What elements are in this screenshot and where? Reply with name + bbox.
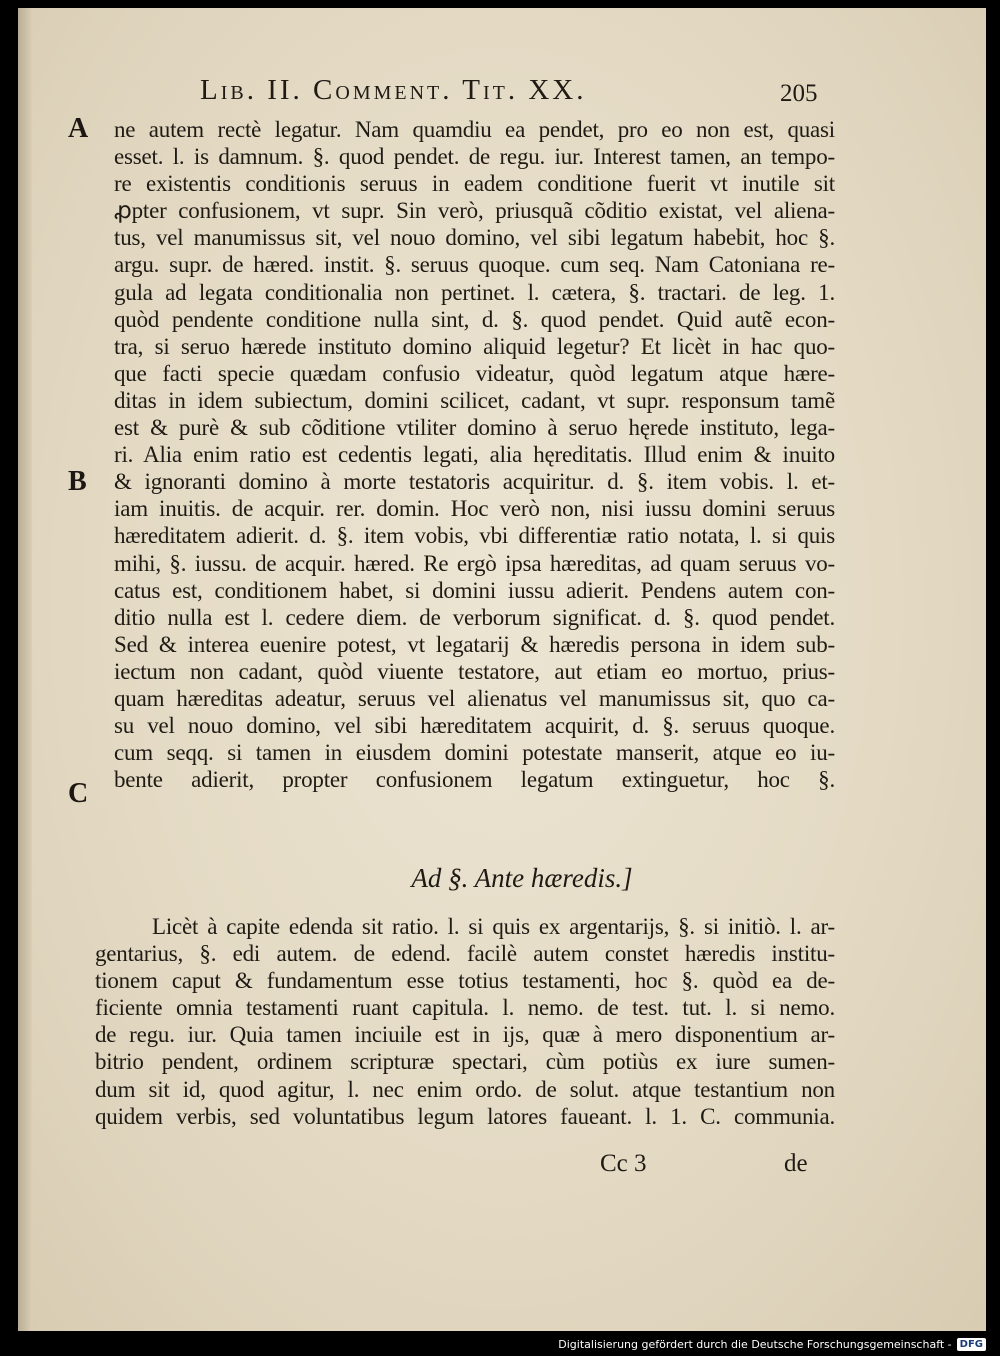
- text-line: est & purè & sub cõditione vtiliter domino à seruo hęrede instituto, lega-: [114, 415, 835, 441]
- text-line: & ignoranti domino à morte testatoris acquiritur. d. §. item vobis. l. et-: [114, 469, 835, 495]
- section-heading: Ad §. Ante hæredis.]: [411, 863, 633, 893]
- marginal-letter-b: B: [68, 466, 87, 497]
- section-text: [95, 913, 835, 1130]
- running-head: Lib. II. Comment. Tit. XX.: [200, 74, 587, 106]
- text-line: Sed & interea euenire potest, vt legatarij & hæredis persona in idem sub-: [114, 631, 835, 657]
- text-line: iectum non cadant, quòd viuente testatore, aut etiam eo mortuo, prius-: [114, 658, 835, 684]
- text-line: esset. l. is damnum. §. quod pendet. de regu. iur. Interest tamen, an tempo-: [114, 144, 835, 170]
- credit-text: Digitalisierung gefördert durch die Deutsche Forschungsgemeinschaft -: [558, 1338, 952, 1351]
- book-page: [18, 8, 986, 1331]
- text-line: ri. Alia enim ratio est cedentis legati, alia hęreditatis. Illud enim & inuito: [114, 442, 835, 468]
- text-line: tus, vel manumissus sit, vel nouo domino, vel sibi legatum habebit, hoc §.: [114, 225, 835, 251]
- text-line: gula ad legata conditionalia non pertinet. l. cætera, §. tractari. de leg. 1.: [114, 279, 835, 305]
- text-line: ne autem rectè legatur. Nam quamdiu ea pendet, pro eo non est, quasi: [114, 117, 835, 142]
- text-line: dum sit id, quod agitur, l. nec enim ordo. de solut. atque testantium non: [95, 1076, 835, 1102]
- page-header: [18, 74, 986, 114]
- text-line: cum seqq. si tamen in eiusdem domini potestate manserit, atque eo iu-: [114, 740, 835, 766]
- text-line: argu. supr. de hæred. instit. §. seruus quoque. cum seq. Nam Catoniana re-: [114, 252, 835, 278]
- marginal-letter-c: C: [68, 778, 89, 809]
- text-line: iam inuitis. de acquir. rer. domin. Hoc verò non, nisi iussu domini seruus: [114, 496, 835, 522]
- text-line: quidem verbis, sed voluntatibus legum latores faueant. l. 1. C. communia.: [95, 1103, 835, 1129]
- text-line: quam hæreditas adeatur, seruus vel alienatus vel manumissus sit, quo ca-: [114, 685, 835, 711]
- text-line: que facti specie quædam confusio videatur, quòd legatum atque hære-: [114, 360, 835, 386]
- text-line: tionem caput & fundamentum esse totius testamenti, hoc §. quòd ea de-: [95, 968, 835, 994]
- text-line: ditio nulla est l. cedere diem. de verborum significat. d. §. quod pendet.: [114, 604, 835, 630]
- page-number: 205: [780, 80, 818, 107]
- signature-mark: Cc 3: [600, 1150, 647, 1177]
- text-line: hæreditatem adierit. d. §. item vobis, vbi differentiæ ratio notata, l. si quis: [114, 523, 835, 549]
- text-line: ꝓpter confusionem, vt supr. Sin verò, priusquã cõditio existat, vel aliena-: [114, 198, 835, 224]
- text-line: re existentis conditionis seruus in eadem conditione fuerit vt inutile sit: [114, 171, 835, 197]
- text-line: de regu. iur. Quia tamen inciuile est in ijs, quæ à mero disponentium ar-: [95, 1022, 835, 1048]
- digitization-credit: [558, 1338, 986, 1351]
- text-line: mihi, §. iussu. de acquir. hæred. Re ergò ipsa hæreditas, ad quam seruus vo-: [114, 550, 835, 576]
- text-line: ditas in idem subiectum, domini scilicet, cadant, vt supr. responsum tamẽ: [114, 387, 835, 413]
- text-line: catus est, conditionem habet, si domini iussu adierit. Pendens autem con-: [114, 577, 835, 603]
- catchword: de: [784, 1150, 808, 1177]
- page-foot: [18, 1150, 986, 1186]
- text-line: Licèt à capite edenda sit ratio. l. si quis ex argentarijs, §. si initiò. l. ar-: [152, 914, 835, 939]
- text-line: su vel nouo domino, vel sibi hæreditatem acquirit, d. §. seruus quoque.: [114, 713, 835, 739]
- marginal-letter-a: A: [68, 113, 89, 144]
- text-line: ficiente omnia testamenti ruant capitula. l. nemo. de test. tut. l. si nemo.: [95, 995, 835, 1021]
- dfg-logo: DFG: [957, 1338, 986, 1351]
- text-line: bitrio pendent, ordinem scripturæ spectari, cùm potiùs ex iure sumen-: [95, 1049, 835, 1075]
- page-gutter: [18, 8, 32, 1331]
- text-line: gentarius, §. edi autem. de edend. facilè autem constet hæredis institu-: [95, 941, 835, 967]
- text-line: tra, si seruo hærede instituto domino aliquid legetur? Et licèt in hac quo-: [114, 333, 835, 359]
- text-line: bente adierit, propter confusionem legatum extinguetur, hoc §.: [114, 767, 835, 793]
- text-line: quòd pendente conditione nulla sint, d. §. quod pendet. Quid autẽ econ-: [114, 306, 835, 332]
- body-text: [95, 116, 835, 793]
